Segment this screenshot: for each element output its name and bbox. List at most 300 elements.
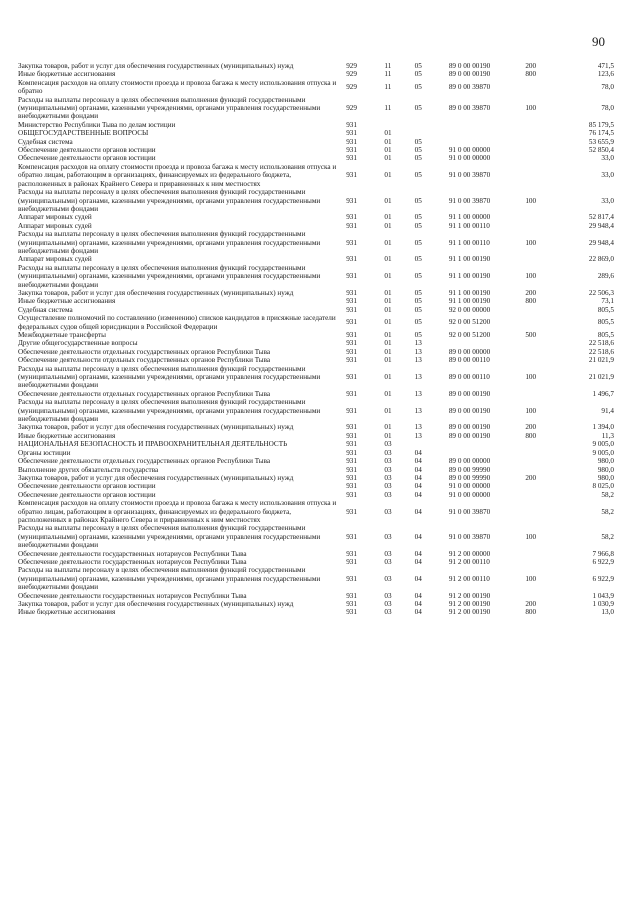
- row-amount: 58,2: [601, 532, 614, 541]
- row-name: Выполнение других обязательств государства: [18, 465, 159, 474]
- row-expense-type: [521, 222, 561, 230]
- row-name: Аппарат мировых судей: [18, 213, 92, 222]
- row-expense-type: [521, 121, 561, 129]
- row-subsection-code: 05: [414, 305, 422, 314]
- table-row: [18, 423, 614, 431]
- table-row: [18, 398, 614, 423]
- row-expense-type: 800: [525, 608, 537, 617]
- row-amount: 29 948,4: [588, 238, 614, 247]
- row-name: Обеспечение деятельности отдельных государственных органов Республики Тыва: [18, 389, 271, 398]
- row-section-code: 11: [384, 83, 392, 92]
- table-row: [18, 550, 614, 558]
- row-subsection-code: 04: [414, 465, 422, 474]
- row-subsection-code: 05: [414, 137, 422, 146]
- row-ved-code: 931: [346, 423, 357, 432]
- row-ved-code: 931: [346, 221, 357, 230]
- row-expense-type: 100: [525, 406, 537, 415]
- row-section-code: 01: [384, 339, 392, 348]
- row-name: Расходы на выплаты персоналу в целях обеспечения выполнения функций государственными (муниципальными) органами, казенными учреждениями, органами управления государственными внебюджетными фондами: [18, 95, 321, 121]
- table-row: [18, 297, 614, 305]
- row-expense-type: [521, 466, 561, 474]
- table-row: [18, 331, 614, 339]
- row-section-code: 11: [384, 70, 392, 79]
- row-target-article: 89 0 00 00110: [448, 373, 490, 382]
- table-row: [18, 306, 614, 314]
- row-subsection-code: 05: [414, 288, 422, 297]
- row-subsection-code: 05: [414, 297, 422, 306]
- row-ved-code: 931: [346, 196, 357, 205]
- row-amount: 6 922,9: [592, 557, 614, 566]
- row-target-article: 91 2 00 00000: [448, 549, 491, 558]
- row-section-code: 03: [384, 507, 392, 516]
- row-subsection-code: 05: [414, 70, 422, 79]
- row-subsection-code: [413, 129, 445, 137]
- table-row: [18, 558, 614, 566]
- row-amount: 33,0: [601, 196, 614, 205]
- row-section-code: 01: [384, 146, 392, 155]
- row-amount: 805,5: [597, 318, 614, 327]
- row-ved-code: 931: [346, 297, 357, 306]
- row-ved-code: 931: [346, 574, 357, 583]
- row-name: Расходы на выплаты персоналу в целях обеспечения выполнения функций государственными (муниципальными) органами, казенными учреждениями, органами управления государственными внебюджетными фондами: [18, 263, 321, 289]
- row-target-article: 89 0 00 99990: [448, 465, 491, 474]
- row-section-code: 01: [384, 297, 392, 306]
- row-target-article: 91 2 00 00190: [448, 608, 491, 617]
- row-section-code: 01: [384, 221, 392, 230]
- table-row: [18, 499, 614, 524]
- row-ved-code: 931: [346, 507, 357, 516]
- row-expense-type: [521, 390, 561, 398]
- row-section-code: 01: [384, 255, 392, 264]
- row-amount: 1 030,9: [592, 600, 614, 608]
- row-name: Министерство Республики Тыва по делам юстиции: [18, 120, 176, 129]
- row-expense-type: 200: [525, 288, 537, 297]
- row-expense-type: 800: [525, 431, 537, 440]
- row-section-code: 01: [384, 373, 392, 382]
- row-name: Обеспечение деятельности органов юстиции: [18, 490, 156, 499]
- row-amount: 6 922,9: [592, 574, 614, 583]
- table-row: [18, 62, 614, 70]
- row-section-code: 03: [384, 482, 392, 491]
- row-name: Органы юстиции: [18, 448, 71, 457]
- row-amount: 58,2: [601, 490, 614, 499]
- row-expense-type: [521, 154, 561, 162]
- row-amount: 22 518,6: [588, 347, 614, 356]
- row-name: Расходы на выплаты персоналу в целях обеспечения выполнения функций государственными (муниципальными) органами, казенными учреждениями, органами управления государственными внебюджетными фондами: [18, 566, 321, 592]
- row-name: Компенсация расходов на оплату стоимости проезда и провоза багажа к месту использования отпуска и обратно лицам, работающим в организациях, финансируемых из федерального бюджета, расположенных в районах Крайнего Севера и приравненных к ним местностях: [18, 162, 337, 188]
- row-expense-type: 100: [525, 532, 537, 541]
- row-target-article: 91 1 00 00000: [448, 213, 491, 222]
- row-expense-type: 100: [525, 196, 537, 205]
- row-ved-code: 931: [346, 473, 357, 482]
- table-row: [18, 457, 614, 465]
- row-ved-code: 931: [346, 213, 357, 222]
- table-row: [18, 491, 614, 499]
- row-ved-code: 931: [346, 482, 357, 491]
- row-expense-type: [521, 306, 561, 314]
- row-target-article: 89 0 00 39870: [448, 104, 491, 113]
- row-name: Обеспечение деятельности органов юстиции: [18, 146, 156, 155]
- row-amount: 9 005,0: [592, 448, 614, 457]
- row-ved-code: 931: [346, 549, 357, 558]
- row-target-article: [445, 129, 522, 137]
- row-amount: 11,3: [601, 431, 614, 440]
- row-subsection-code: 05: [414, 146, 422, 155]
- row-ved-code: 931: [346, 608, 357, 617]
- row-subsection-code: 04: [414, 574, 422, 583]
- row-target-article: 91 2 00 00110: [448, 574, 490, 583]
- row-section-code: 03: [384, 549, 392, 558]
- row-amount: 52 850,4: [588, 146, 614, 155]
- row-subsection-code: 05: [414, 154, 422, 163]
- row-target-article: 89 0 00 00110: [448, 356, 490, 365]
- row-expense-type: 100: [525, 104, 537, 113]
- row-target-article: 89 0 00 00000: [448, 347, 491, 356]
- budget-table: [18, 62, 614, 617]
- row-section-code: 03: [384, 473, 392, 482]
- row-name: Обеспечение деятельности государственных нотариусов Республики Тыва: [18, 557, 247, 566]
- row-section-code: 03: [384, 457, 392, 466]
- table-row: [18, 566, 614, 591]
- row-section-code: 11: [384, 104, 392, 113]
- row-target-article: 92 0 00 00000: [448, 305, 491, 314]
- row-amount: 91,4: [601, 406, 614, 415]
- row-ved-code: 931: [346, 557, 357, 566]
- row-expense-type: 800: [525, 297, 537, 306]
- row-target-article: 91 1 00 00190: [448, 272, 491, 281]
- row-target-article: 91 1 00 00190: [448, 288, 491, 297]
- row-name: Обеспечение деятельности отдельных государственных органов Республики Тыва: [18, 347, 271, 356]
- row-amount: 78,0: [601, 104, 614, 113]
- row-expense-type: 100: [525, 272, 537, 281]
- table-row: [18, 339, 614, 347]
- row-ved-code: 931: [346, 154, 357, 163]
- table-row: [18, 79, 614, 96]
- row-name: Иные бюджетные ассигнования: [18, 297, 116, 306]
- table-row: [18, 222, 614, 230]
- table-row: [18, 348, 614, 356]
- row-section-code: 01: [384, 129, 392, 138]
- row-name: Закупка товаров, работ и услуг для обеспечения государственных (муниципальных) нужд: [18, 62, 294, 70]
- row-target-article: 91 1 00 00110: [448, 221, 490, 230]
- row-subsection-code: 05: [414, 331, 422, 339]
- row-subsection-code: 13: [414, 339, 422, 348]
- row-subsection-code: 13: [414, 406, 422, 415]
- row-target-article: 89 0 00 99990: [448, 473, 491, 482]
- row-ved-code: 931: [346, 318, 357, 327]
- row-subsection-code: 05: [414, 83, 422, 92]
- row-target-article: [445, 121, 522, 129]
- row-ved-code: 931: [346, 171, 357, 180]
- row-subsection-code: 04: [414, 557, 422, 566]
- row-subsection-code: 13: [414, 356, 422, 365]
- table-row: [18, 608, 614, 616]
- row-ved-code: 931: [346, 457, 357, 466]
- row-name: НАЦИОНАЛЬНАЯ БЕЗОПАСНОСТЬ И ПРАВООХРАНИТЕЛЬНАЯ ДЕЯТЕЛЬНОСТЬ: [18, 440, 288, 449]
- row-ved-code: 931: [346, 490, 357, 499]
- row-section-code: 03: [384, 608, 392, 617]
- table-row: [18, 213, 614, 221]
- table-row: [18, 356, 614, 364]
- row-name: Закупка товаров, работ и услуг для обеспечения государственных (муниципальных) нужд: [18, 288, 294, 297]
- row-name: Компенсация расходов на оплату стоимости проезда и провоза багажа к месту использования отпуска и обратно лицам, работающим в организациях, финансируемых из федерального бюджета, расположенных в районах Крайнего Севера и приравненных к ним местностях: [18, 499, 337, 524]
- row-amount: 52 817,4: [588, 213, 614, 222]
- row-section-code: 01: [384, 213, 392, 222]
- row-expense-type: [521, 499, 561, 524]
- row-amount: 53 655,9: [588, 137, 614, 146]
- row-name: Обеспечение деятельности отдельных государственных органов Республики Тыва: [18, 356, 271, 365]
- row-name: Аппарат мировых судей: [18, 221, 92, 230]
- row-expense-type: [521, 491, 561, 499]
- row-name: Расходы на выплаты персоналу в целях обеспечения выполнения функций государственными (муниципальными) органами, казенными учреждениями, органами управления государственными внебюджетными фондами: [18, 398, 321, 424]
- row-section-code: 01: [384, 423, 392, 432]
- table-row: [18, 600, 614, 608]
- row-expense-type: 800: [525, 70, 537, 79]
- row-subsection-code: 04: [414, 600, 422, 608]
- row-subsection-code: 04: [414, 608, 422, 617]
- row-target-article: 89 0 00 00190: [448, 431, 491, 440]
- row-subsection-code: 04: [414, 473, 422, 482]
- row-amount: 289,6: [597, 272, 614, 281]
- table-row: [18, 390, 614, 398]
- row-name: Закупка товаров, работ и услуг для обеспечения государственных (муниципальных) нужд: [18, 423, 294, 432]
- row-section-code: 03: [384, 532, 392, 541]
- row-ved-code: 931: [346, 272, 357, 281]
- row-name: Иные бюджетные ассигнования: [18, 431, 116, 440]
- row-target-article: 92 0 00 51200: [448, 318, 491, 327]
- page-number: 90: [592, 34, 605, 49]
- row-amount: 980,0: [597, 473, 614, 482]
- row-subsection-code: 13: [414, 373, 422, 382]
- row-ved-code: 931: [346, 347, 357, 356]
- row-ved-code: 931: [346, 373, 357, 382]
- row-amount: 22 506,3: [588, 288, 614, 297]
- row-name: Расходы на выплаты персоналу в целях обеспечения выполнения функций государственными (муниципальными) органами, казенными учреждениями, органами управления государственными внебюджетными фондами: [18, 188, 321, 213]
- row-subsection-code: 13: [414, 423, 422, 432]
- table-row: [18, 129, 614, 137]
- row-amount: 21 021,9: [588, 373, 614, 382]
- row-target-article: [445, 339, 522, 347]
- row-section-code: 03: [384, 591, 392, 600]
- row-amount: 29 948,4: [588, 221, 614, 230]
- table-row: [18, 264, 614, 289]
- row-ved-code: 931: [346, 137, 357, 146]
- row-amount: 13,0: [601, 608, 614, 617]
- row-ved-code: 931: [346, 356, 357, 365]
- row-expense-type: [521, 348, 561, 356]
- table-row: [18, 163, 614, 188]
- row-target-article: 91 0 00 00000: [448, 154, 491, 163]
- table-row: [18, 96, 614, 121]
- row-expense-type: [521, 482, 561, 490]
- row-subsection-code: [413, 121, 445, 129]
- row-target-article: [445, 440, 522, 448]
- row-ved-code: 931: [346, 431, 357, 440]
- row-section-code: 01: [384, 305, 392, 314]
- row-ved-code: 931: [346, 448, 357, 457]
- table-row: [18, 466, 614, 474]
- row-target-article: 92 0 00 51200: [448, 331, 491, 339]
- row-expense-type: [521, 255, 561, 263]
- row-target-article: [445, 138, 522, 146]
- table-row: [18, 432, 614, 440]
- row-section-code: 01: [384, 431, 392, 440]
- row-ved-code: 931: [346, 600, 357, 608]
- row-ved-code: 931: [346, 238, 357, 247]
- table-row: [18, 365, 614, 390]
- row-name: Закупка товаров, работ и услуг для обеспечения государственных (муниципальных) нужд: [18, 473, 294, 482]
- row-target-article: 89 0 00 00190: [448, 406, 491, 415]
- row-section-code: 01: [384, 347, 392, 356]
- row-amount: 22 518,6: [588, 339, 614, 348]
- row-ved-code: 929: [346, 83, 357, 92]
- row-amount: 76 174,5: [588, 129, 614, 138]
- row-expense-type: [521, 129, 561, 137]
- row-section-code: 01: [384, 406, 392, 415]
- row-expense-type: [521, 163, 561, 188]
- row-name: Осуществление полномочий по составлению (изменению) списков кандидатов в присяжные заседатели федеральных судов общей юрисдикции в Российской Федерации: [18, 314, 336, 331]
- row-subsection-code: 05: [414, 318, 422, 327]
- row-ved-code: 931: [346, 389, 357, 398]
- row-ved-code: 931: [346, 120, 357, 129]
- row-section-code: 01: [384, 137, 392, 146]
- row-target-article: 91 0 00 39870: [448, 507, 491, 516]
- row-amount: 805,5: [597, 331, 614, 339]
- row-section-code: 03: [384, 490, 392, 499]
- row-section-code: 03: [384, 448, 392, 457]
- table-row: [18, 121, 614, 129]
- row-subsection-code: 04: [414, 591, 422, 600]
- row-target-article: 91 0 00 00000: [448, 146, 491, 155]
- row-expense-type: [521, 449, 561, 457]
- row-section-code: 01: [384, 238, 392, 247]
- row-amount: 805,5: [597, 305, 614, 314]
- row-name: Иные бюджетные ассигнования: [18, 70, 116, 79]
- row-subsection-code: 05: [414, 213, 422, 222]
- table-row: [18, 154, 614, 162]
- row-section-code: 01: [384, 196, 392, 205]
- row-name: Расходы на выплаты персоналу в целях обеспечения выполнения функций государственными (муниципальными) органами, казенными учреждениями, органами управления государственными внебюджетными фондами: [18, 230, 321, 255]
- row-name: Обеспечение деятельности государственных нотариусов Республики Тыва: [18, 549, 247, 558]
- row-subsection-code: 05: [414, 272, 422, 281]
- row-amount: 471,5: [597, 62, 614, 70]
- table-row: [18, 449, 614, 457]
- row-subsection-code: 04: [414, 507, 422, 516]
- table-row: [18, 70, 614, 78]
- table-row: [18, 314, 614, 331]
- row-expense-type: [521, 592, 561, 600]
- table-row: [18, 146, 614, 154]
- table-row: [18, 289, 614, 297]
- row-expense-type: [521, 213, 561, 221]
- row-expense-type: 200: [525, 62, 537, 70]
- row-expense-type: [521, 356, 561, 364]
- row-section-code: 01: [384, 154, 392, 163]
- row-target-article: 91 0 00 00000: [448, 482, 491, 491]
- row-section-code: 01: [384, 389, 392, 398]
- row-subsection-code: 05: [414, 104, 422, 113]
- row-expense-type: 500: [525, 331, 537, 339]
- row-expense-type: 100: [525, 574, 537, 583]
- row-amount: 1 043,9: [592, 591, 614, 600]
- row-section-code: 03: [384, 600, 392, 608]
- row-subsection-code: 05: [414, 255, 422, 264]
- row-amount: 1 394,0: [592, 423, 614, 432]
- row-name: Расходы на выплаты персоналу в целях обеспечения выполнения функций государственными (муниципальными) органами, казенными учреждениями, органами управления государственными внебюджетными фондами: [18, 364, 321, 390]
- table-row: [18, 482, 614, 490]
- row-amount: 980,0: [597, 457, 614, 466]
- row-target-article: 91 0 00 39870: [448, 171, 491, 180]
- row-target-article: 89 0 00 39870: [448, 83, 491, 92]
- row-name: Иные бюджетные ассигнования: [18, 608, 116, 617]
- row-subsection-code: 13: [414, 389, 422, 398]
- row-target-article: 89 0 00 00190: [448, 389, 491, 398]
- row-ved-code: 931: [346, 146, 357, 155]
- row-name: Компенсация расходов на оплату стоимости проезда и провоза багажа к месту использования отпуска и обратно: [18, 78, 337, 96]
- row-target-article: 89 0 00 00190: [448, 70, 491, 79]
- row-amount: 980,0: [597, 465, 614, 474]
- row-ved-code: 931: [346, 305, 357, 314]
- row-ved-code: 931: [346, 465, 357, 474]
- row-section-code: 01: [384, 331, 392, 339]
- row-subsection-code: 04: [414, 457, 422, 466]
- row-amount: 85 179,5: [588, 120, 614, 129]
- table-row: [18, 188, 614, 213]
- table-row: [18, 255, 614, 263]
- row-amount: 123,6: [597, 70, 614, 79]
- row-name: Аппарат мировых судей: [18, 255, 92, 264]
- row-ved-code: 931: [346, 331, 357, 339]
- table-row: [18, 230, 614, 255]
- row-section-code: 01: [384, 171, 392, 180]
- row-expense-type: 200: [525, 423, 537, 432]
- row-target-article: 91 0 00 39870: [448, 196, 491, 205]
- row-name: Судебная система: [18, 137, 73, 146]
- row-ved-code: 929: [346, 104, 357, 113]
- row-name: ОБЩЕГОСУДАРСТВЕННЫЕ ВОПРОСЫ: [18, 129, 149, 138]
- row-expense-type: [521, 79, 561, 96]
- row-target-article: 91 0 00 00000: [448, 490, 491, 499]
- row-section-code: 01: [384, 318, 392, 327]
- row-subsection-code: 05: [414, 221, 422, 230]
- table-row: [18, 474, 614, 482]
- row-expense-type: [521, 339, 561, 347]
- row-section-code: 03: [384, 574, 392, 583]
- table-row: [18, 440, 614, 448]
- row-amount: 33,0: [601, 154, 614, 163]
- row-ved-code: 931: [346, 339, 357, 348]
- row-target-article: 91 2 00 00110: [448, 557, 490, 566]
- table-row: [18, 592, 614, 600]
- row-subsection-code: 13: [414, 431, 422, 440]
- row-ved-code: 931: [346, 288, 357, 297]
- row-subsection-code: 04: [414, 549, 422, 558]
- row-ved-code: 931: [346, 591, 357, 600]
- row-expense-type: [521, 550, 561, 558]
- row-section-code: 01: [384, 356, 392, 365]
- row-subsection-code: 13: [414, 347, 422, 356]
- row-section-code: 03: [384, 557, 392, 566]
- row-amount: 1 496,7: [592, 389, 614, 398]
- row-amount: 21 021,9: [588, 356, 614, 365]
- row-ved-code: 931: [346, 255, 357, 264]
- row-subsection-code: 05: [414, 238, 422, 247]
- row-amount: 9 005,0: [592, 440, 614, 449]
- row-name: Обеспечение деятельности отдельных государственных органов Республики Тыва: [18, 457, 271, 466]
- row-expense-type: 200: [525, 600, 537, 608]
- row-subsection-code: 05: [414, 62, 422, 70]
- row-subsection-code: 04: [414, 482, 422, 491]
